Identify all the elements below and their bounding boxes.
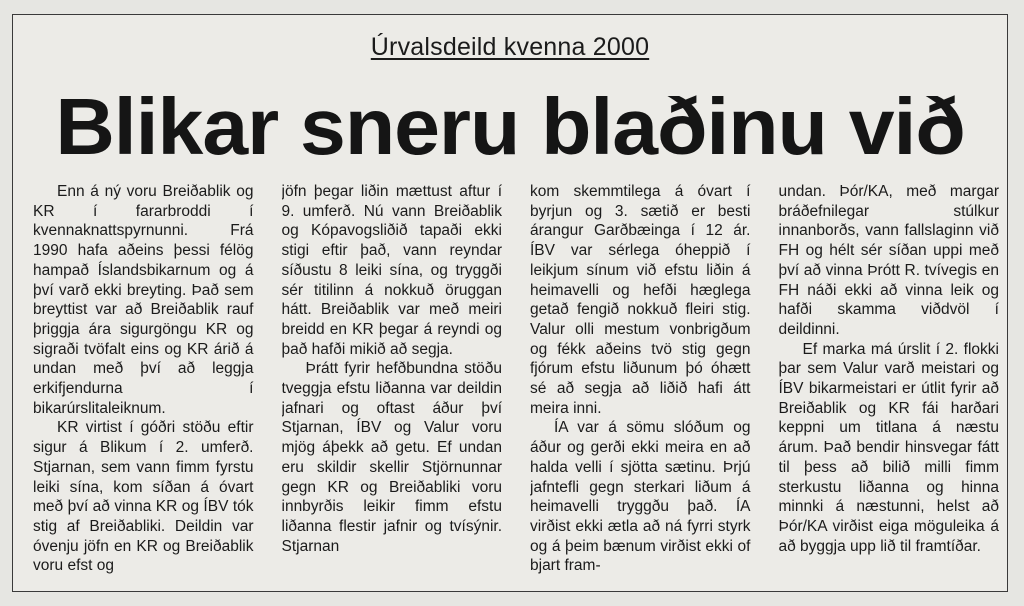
section-kicker: Úrvalsdeild kvenna 2000: [370, 33, 650, 61]
paragraph: ÍA var á sömu slóðum og áður og gerði ekki meira en að halda velli í sjötta sætinu. Þrjú jafntefli gegn sterkari liðum á heimavelli tryggðu það. ÍA virðist ekki ætla að ná fyrri styrk og á þeim bænum virðist ekki of bjart fram-: [530, 419, 751, 575]
text-column-2: [282, 182, 503, 584]
paragraph: kom skemmtilega á óvart í byrjun og 3. sætið er besti árangur Garðbæinga í 12 ár. ÍBV var sérlega óheppið í leikjum sínum við efstu liðin á heimavelli og hefði hæglega getað fengið nokkuð fleiri stig. Valur olli mestum vonbrigðum og fékk aðeins tvö stig gegn fjórum efstu liðunum þó óhætt sé að segja að liðið hafi átt meira inni.: [530, 183, 751, 417]
paragraph: jöfn þegar liðin mættust aftur í 9. umferð. Nú vann Breiðablik og Kópavogsliðið tapaði ekki stigi eftir það, vann reyndar síðustu 8 leiki sína, og tryggði sér titilinn á nokkuð öruggan hátt. Breiðablik var með meiri breidd en KR þegar á reyndi og það hafði mikið að segja.: [281, 183, 502, 358]
text-column-1: [33, 182, 254, 584]
article-headline: Blikar sneru blaðinu við: [55, 82, 965, 171]
paragraph: Enn á ný voru Breiðablik og KR í fararbroddi í kvennaknattspyrnunni. Frá 1990 hafa aðeins þessi félög hampað Íslandsbikarnum og á því varð ekki breyting. Það sem breyttist var að Breiðablik rauf þriggja ára sigurgöngu KR og sigraði tvöfalt eins og KR árið á undan með því að leggja erkifjendurna í bikarúrslitaleiknum.: [33, 183, 254, 417]
paragraph: KR virtist í góðri stöðu eftir sigur á Blikum í 2. umferð. Stjarnan, sem vann fimm fyrstu leiki sína, kom síðan á óvart með því að vinna KR og ÍBV tók stig af Breiðabliki. Deildin var óvenju jöfn en KR og Breiðablik voru efst og: [33, 419, 254, 575]
paragraph: Ef marka má úrslit í 2. flokki þar sem Valur varð meistari og ÍBV bikarmeistari er útlit fyrir að Breiðablik og KR fái harðari keppni um titlana á næstu árum. Það bendir hinsvegar fátt til þess að bilið milli fimm sterkustu liðanna og hinna minnki á næstunni, helst að Þór/KA virðist eiga möguleika á að byggja upp lið til framtíðar.: [778, 340, 999, 555]
text-column-3: [530, 182, 751, 584]
paragraph: Þrátt fyrir hefðbundna stöðu tveggja efstu liðanna var deildin jafnari og oftast áður því Stjarnan, ÍBV og Valur voru mjög áþekk að getu. Ef undan eru skildir skellir Stjörnunnar gegn KR og Breiðabliki voru innbyrðis leikir fimm efstu liðanna flestir jafnir og tvísýnir. Stjarnan: [281, 360, 502, 555]
article-body: [33, 182, 999, 584]
text-column-4: [779, 182, 1000, 584]
paragraph: undan. Þór/KA, með margar bráðefnilegar stúlkur innanborðs, vann fallslaginn við FH og hélt sér síðan uppi með því að vinna Þrótt R. tvívegis en FH náði ekki að vinna leik og hafði skamma viðdvöl í deildinni.: [778, 183, 999, 338]
newspaper-clipping: [12, 14, 1008, 592]
